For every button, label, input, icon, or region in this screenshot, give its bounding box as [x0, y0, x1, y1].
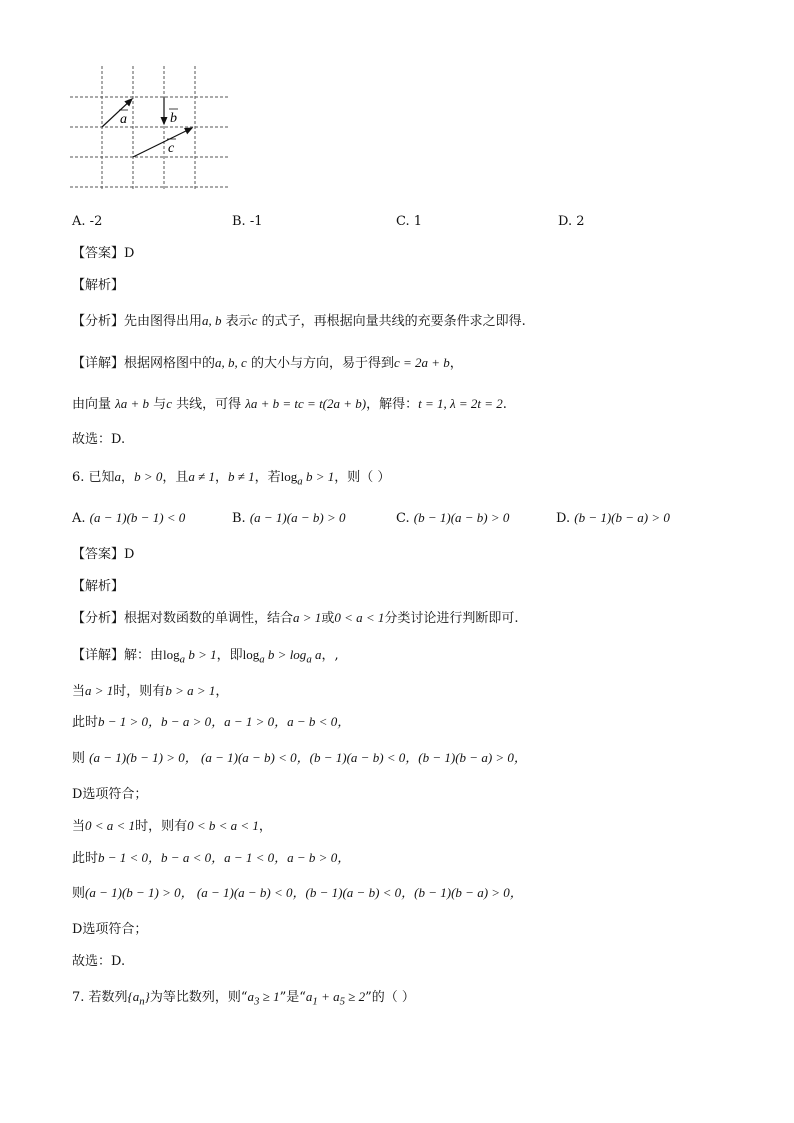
detail-tag: 【详解】	[72, 356, 125, 371]
text: ，且	[162, 470, 189, 485]
option-letter: B.	[232, 214, 246, 229]
math: b > log	[264, 647, 307, 662]
math: 5	[339, 995, 346, 1008]
math: 0 < a < 1	[334, 610, 385, 625]
answer-tag: 【答案】	[72, 547, 125, 562]
math: a	[306, 653, 312, 666]
text: 7. 若数列	[72, 990, 128, 1005]
text: ，解得：	[366, 397, 419, 412]
option-expr: (a − 1)(a − b) > 0	[249, 510, 346, 525]
text: 或	[321, 611, 335, 626]
option-expr: (a − 1)(b − 1) < 0	[89, 510, 186, 525]
text: ，	[258, 819, 272, 834]
text: 时，则有	[135, 819, 188, 834]
math: }	[144, 989, 150, 1004]
math: a, b	[202, 313, 222, 328]
option-expr: (b − 1)(a − b) > 0	[413, 510, 510, 525]
q6-case2-line2	[72, 849, 350, 868]
option-letter: A.	[72, 214, 86, 229]
q7-stem	[72, 988, 415, 1011]
math: b ≠ 1	[228, 469, 255, 484]
text: ”的（ ）	[365, 990, 415, 1005]
math: a	[305, 989, 313, 1004]
q6-jiexi: 【解析】	[72, 579, 125, 594]
text: 先由图得出用	[124, 314, 203, 329]
math: λa + b	[115, 396, 150, 411]
text: ，	[121, 470, 135, 485]
math: 1	[312, 995, 318, 1008]
text: 当	[72, 819, 86, 834]
math: a	[114, 469, 122, 484]
q6-case1	[72, 682, 228, 701]
text: 则	[72, 751, 90, 766]
text: ，若	[254, 470, 281, 485]
math: a > 1	[293, 610, 322, 625]
math: 0 < a < 1	[85, 818, 136, 833]
math: c	[251, 313, 258, 328]
q5-choose: 故选：D.	[72, 432, 126, 447]
answer-value: D	[124, 246, 135, 261]
option-text: -1	[249, 214, 263, 229]
q6-case1-line3	[72, 749, 527, 768]
q6-option-c	[396, 510, 509, 526]
text: 的式子，再根据向量共线的充要条件求之即得.	[257, 314, 526, 329]
text: ，	[449, 356, 463, 371]
q6-case2-line3	[72, 884, 523, 903]
text: ，,	[321, 648, 339, 663]
math: n	[139, 995, 145, 1008]
text: 解：由	[124, 648, 164, 663]
q6-case2-fit: D选项符合；	[72, 922, 148, 937]
math: log	[163, 647, 180, 662]
q5-jiexi: 【解析】	[72, 278, 125, 293]
text: ，	[215, 470, 229, 485]
math: b > 0	[134, 469, 163, 484]
text: ，即	[216, 648, 243, 663]
option-text: 2	[576, 214, 585, 229]
option-text: 1	[413, 214, 423, 229]
text: .	[502, 397, 507, 412]
q5-answer	[72, 245, 134, 263]
q6-answer	[72, 546, 134, 564]
option-letter: D.	[556, 511, 571, 526]
text: 6. 已知	[72, 470, 115, 485]
math: a	[247, 989, 255, 1004]
math: (a − 1)(b − 1) > 0， (a − 1)(a − b) < 0，(b − 1)(a − b) < 0，(b − 1)(b − a) > 0，	[85, 885, 523, 900]
math: b − 1 < 0，b − a < 0，a − 1 < 0，a − b > 0，	[98, 850, 351, 865]
option-letter: B.	[232, 511, 246, 526]
option-letter: A.	[72, 511, 86, 526]
math: a, b, c	[215, 355, 247, 370]
q6-option-a	[72, 510, 185, 526]
vector-a-arrow	[102, 99, 132, 127]
q6-detail	[72, 646, 339, 669]
math: a	[297, 475, 303, 488]
text: 的大小与方向，易于得到	[246, 356, 394, 371]
math: a	[311, 647, 322, 662]
analysis-tag: 【分析】	[72, 314, 125, 329]
q6-analysis	[72, 609, 519, 628]
math: b − 1 > 0，b − a > 0，a − 1 > 0，a − b < 0，	[98, 714, 351, 729]
math: a	[259, 653, 265, 666]
math: (a − 1)(b − 1) > 0， (a − 1)(a − b) < 0，(b − 1)(a − b) < 0，(b − 1)(b − a) > 0，	[89, 750, 527, 765]
q5-analysis	[72, 312, 526, 331]
text: 时，则有	[113, 684, 166, 699]
math: {a	[127, 989, 140, 1004]
grid-lines	[70, 66, 228, 190]
option-text: -2	[89, 214, 103, 229]
vector-a-label: a	[120, 112, 127, 127]
text: ，则（ ）	[334, 470, 391, 485]
analysis-tag: 【分析】	[72, 611, 125, 626]
text: ，	[215, 684, 229, 699]
q5-option-a	[72, 214, 102, 229]
math: t = 1, λ = 2t = 2	[418, 396, 503, 411]
math: b > a > 1	[165, 683, 216, 698]
q6-option-d	[556, 510, 670, 526]
text: 此时	[72, 715, 99, 730]
q6-stem	[72, 468, 390, 491]
q6-option-b	[232, 510, 345, 526]
q5-option-d	[558, 214, 585, 229]
q5-option-c	[396, 214, 422, 229]
answer-tag: 【答案】	[72, 246, 125, 261]
text: 当	[72, 684, 86, 699]
text: 分类讨论进行判断即可.	[384, 611, 519, 626]
q5-detail	[72, 354, 463, 373]
math: 0 < b < a < 1	[187, 818, 259, 833]
math: b > 1	[302, 469, 335, 484]
text: 由向量	[72, 397, 116, 412]
text: 则	[72, 886, 86, 901]
answer-value: D	[124, 547, 135, 562]
math: c = 2a + b	[393, 355, 450, 370]
text: 表示	[221, 314, 252, 329]
q5-detail-line2	[72, 395, 507, 414]
math: a ≠ 1	[188, 469, 215, 484]
option-expr: (b − 1)(b − a) > 0	[574, 510, 670, 525]
q6-case1-line2	[72, 713, 350, 732]
vector-grid-figure	[70, 66, 230, 191]
math: log	[280, 469, 298, 484]
math: ≥ 2	[345, 989, 366, 1004]
text: 根据网格图中的	[124, 356, 216, 371]
text: 此时	[72, 851, 99, 866]
vector-b-label: b	[170, 111, 177, 126]
math: log	[242, 647, 260, 662]
math: ≥ 1	[259, 989, 280, 1004]
math: + a	[317, 989, 340, 1004]
math: 3	[254, 995, 260, 1008]
math: a > 1	[85, 683, 114, 698]
text: 根据对数函数的单调性，结合	[124, 611, 294, 626]
q6-case1-fit: D选项符合；	[72, 787, 148, 802]
text: 共线，可得	[171, 397, 246, 412]
option-letter: C.	[396, 214, 410, 229]
option-letter: D.	[558, 214, 573, 229]
text: 为等比数列，则“	[149, 990, 248, 1005]
option-letter: C.	[396, 511, 410, 526]
text: 与	[149, 397, 167, 412]
math: a	[179, 653, 186, 666]
detail-tag: 【详解】	[72, 648, 125, 663]
math: λa + b = tc = t(2a + b)	[245, 396, 367, 411]
q6-case2	[72, 817, 272, 836]
text: ”是“	[279, 990, 306, 1005]
vector-c-label: c	[168, 141, 175, 156]
math: b > 1	[185, 647, 217, 662]
vector-c-arrow	[133, 128, 192, 157]
math: c	[166, 396, 172, 411]
q6-choose: 故选：D.	[72, 954, 126, 969]
q5-option-b	[232, 214, 263, 229]
